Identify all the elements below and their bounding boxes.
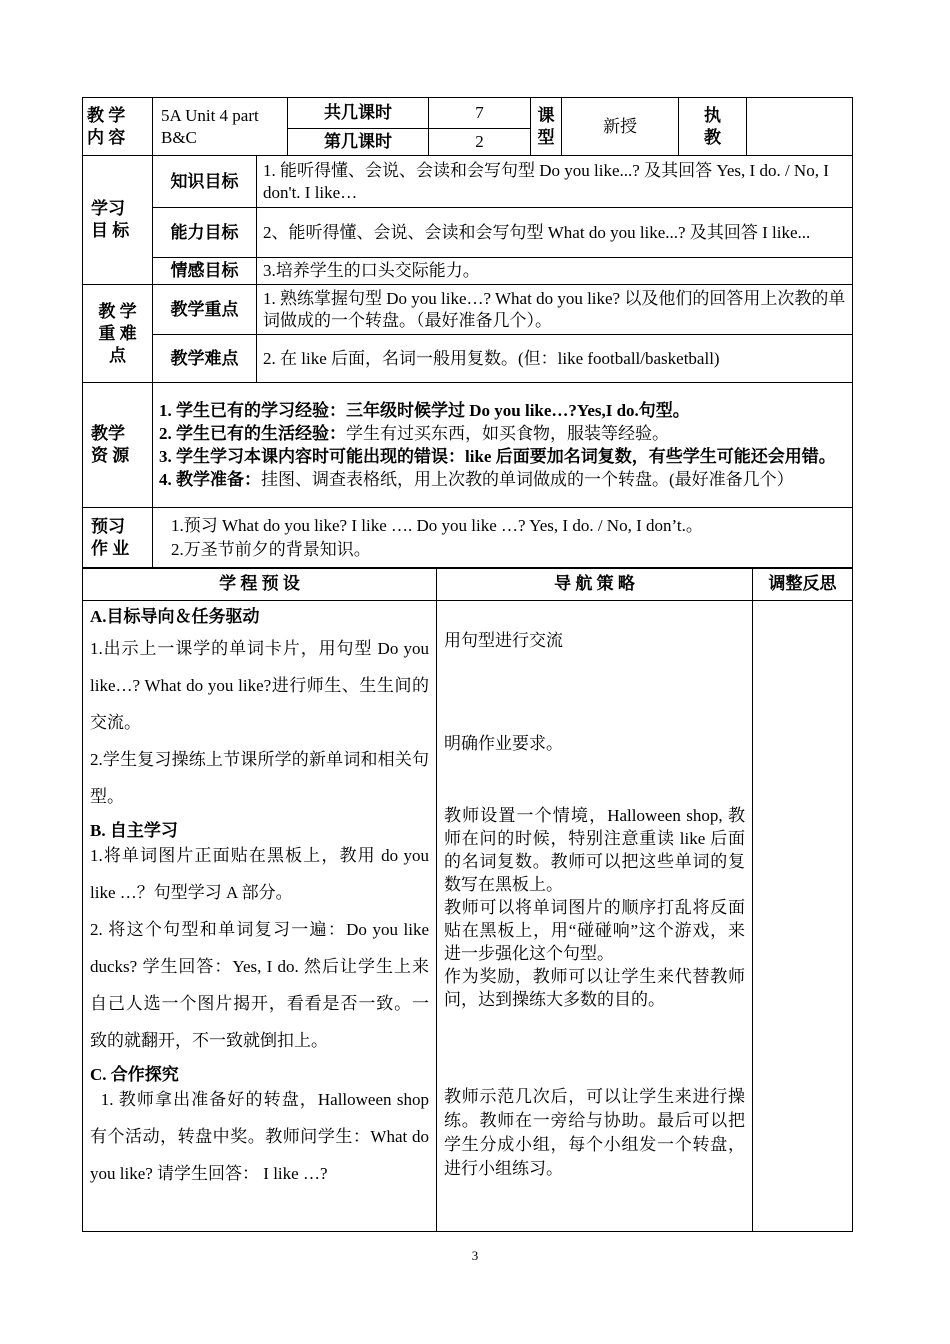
- emotion-label: 情感目标: [153, 258, 257, 285]
- section-b-title: B. 自主学习: [90, 821, 178, 840]
- plan-process-cell: [83, 601, 437, 1232]
- key-points-label: 教 学 重 难 点: [83, 285, 153, 383]
- content-value: 5A Unit 4 part B&C: [153, 98, 288, 156]
- resource-item-2-label: 2. 学生已有的生活经验：: [159, 424, 346, 443]
- ability-label: 能力目标: [153, 208, 257, 258]
- emotion-text: 3.培养学生的口头交际能力。: [257, 258, 853, 285]
- type-value: 新授: [562, 98, 679, 156]
- preview-item-2: 2.万圣节前夕的背景知识。: [171, 540, 371, 559]
- objectives-label: 学习 目 标: [83, 156, 153, 285]
- resources-label: 教学 资 源: [83, 383, 153, 508]
- content-label: 教 学 内 容: [83, 98, 153, 156]
- focus-label: 教学重点: [153, 285, 257, 335]
- plan-strategy-cell: [437, 601, 753, 1232]
- resource-item-4-text: 挂图、调查表格纸，用上次教的单词做成的一个转盘。(最好准备几个）: [261, 470, 794, 489]
- teacher-label: 执 教: [679, 98, 747, 156]
- strategy-2: 明确作业要求。: [444, 734, 563, 753]
- section-a-p2: 2.学生复习操练上节课所学的新单词和相关句型。: [90, 750, 429, 806]
- knowledge-text: 1. 能听得懂、会说、会读和会写句型 Do you like...? 及其回答 Yes, I do. / No, I don't. I like…: [257, 156, 853, 208]
- section-a-p1: 1.出示上一课学的单词卡片，用句型 Do you like…? What do you like?进行师生、生生间的交流。: [90, 639, 429, 732]
- preview-content: [153, 508, 853, 569]
- lesson-no-label: 第几课时: [288, 129, 429, 156]
- section-c-title: C. 合作探究: [90, 1065, 179, 1084]
- preview-item-1: 1.预习 What do you like? I like …. Do you like …? Yes, I do. / No, I don’t.。: [171, 516, 703, 535]
- plan-col2-header: 导 航 策 略: [437, 568, 753, 601]
- total-lessons-label: 共几课时: [288, 98, 429, 129]
- focus-text: 1. 熟练掌握句型 Do you like…? What do you like? 以及他们的回答用上次教的单词做成的一个转盘。（最好准备几个）。: [257, 285, 853, 335]
- preview-label: 预习 作 业: [83, 508, 153, 569]
- difficulty-text: 2. 在 like 后面，名词一般用复数。(但：like football/basketball): [257, 335, 853, 383]
- section-c-p1: 1. 教师拿出准备好的转盘，Halloween shop 有个活动，转盘中奖。教师问学生：What do you like? 请学生回答： I like …?: [90, 1090, 434, 1183]
- strategy-6: 教师示范几次后，可以让学生来进行操练。教师在一旁给与协助。最后可以把学生分成小组，每个小组发一个转盘，进行小组练习。: [444, 1087, 745, 1178]
- teacher-value: [747, 98, 853, 156]
- lesson-plan-table: [82, 567, 853, 1232]
- resource-item-4-label: 4. 教学准备：: [159, 470, 261, 489]
- page-number: 3: [471, 1248, 479, 1263]
- plan-reflection-cell: [753, 601, 853, 1232]
- resources-content: [153, 383, 853, 508]
- strategy-4: 教师可以将单词图片的顺序打乱将反面贴在黑板上，用“碰碰响”这个游戏，来进一步强化这个句型。: [444, 898, 745, 963]
- lesson-no-value: 2: [429, 129, 531, 156]
- lesson-info-table: [82, 97, 853, 569]
- strategy-5: 作为奖励，教师可以让学生来代替教师问，达到操练大多数的目的。: [444, 967, 745, 1009]
- difficulty-label: 教学难点: [153, 335, 257, 383]
- total-lessons-value: 7: [429, 98, 531, 129]
- strategy-1: 用句型进行交流: [444, 631, 563, 650]
- plan-col1-header: 学 程 预 设: [83, 568, 437, 601]
- knowledge-label: 知识目标: [153, 156, 257, 208]
- resource-item-2-text: 学生有过买东西，如买食物，服装等经验。: [346, 424, 669, 443]
- section-b-p1: 1.将单词图片正面贴在黑板上，教用 do you like …？句型学习 A 部分。: [90, 846, 429, 902]
- resource-item-3: 3. 学生学习本课内容时可能出现的错误：like 后面要加名词复数，有些学生可能还会用错。: [159, 447, 836, 466]
- resource-item-1: 1. 学生已有的学习经验：三年级时候学过 Do you like…?Yes,I do.句型。: [159, 401, 690, 420]
- section-a-title: A.目标导向＆任务驱动: [90, 607, 260, 626]
- section-b-p2: 2. 将这个句型和单词复习一遍：Do you like ducks? 学生回答：Yes, I do. 然后让学生上来自己人选一个图片揭开，看看是否一致。一致的就翻开，不一致就倒扣上。: [90, 920, 429, 1050]
- type-label: 课 型: [531, 98, 562, 156]
- plan-col3-header: 调整反思: [753, 568, 853, 601]
- strategy-3: 教师设置一个情境，Halloween shop, 教师在问的时候，特别注意重读 like 后面的名词复数。教师可以把这些单词的复数写在黑板上。: [444, 806, 745, 894]
- ability-text: 2、能听得懂、会说、会读和会写句型 What do you like...? 及其回答 I like...: [257, 208, 853, 258]
